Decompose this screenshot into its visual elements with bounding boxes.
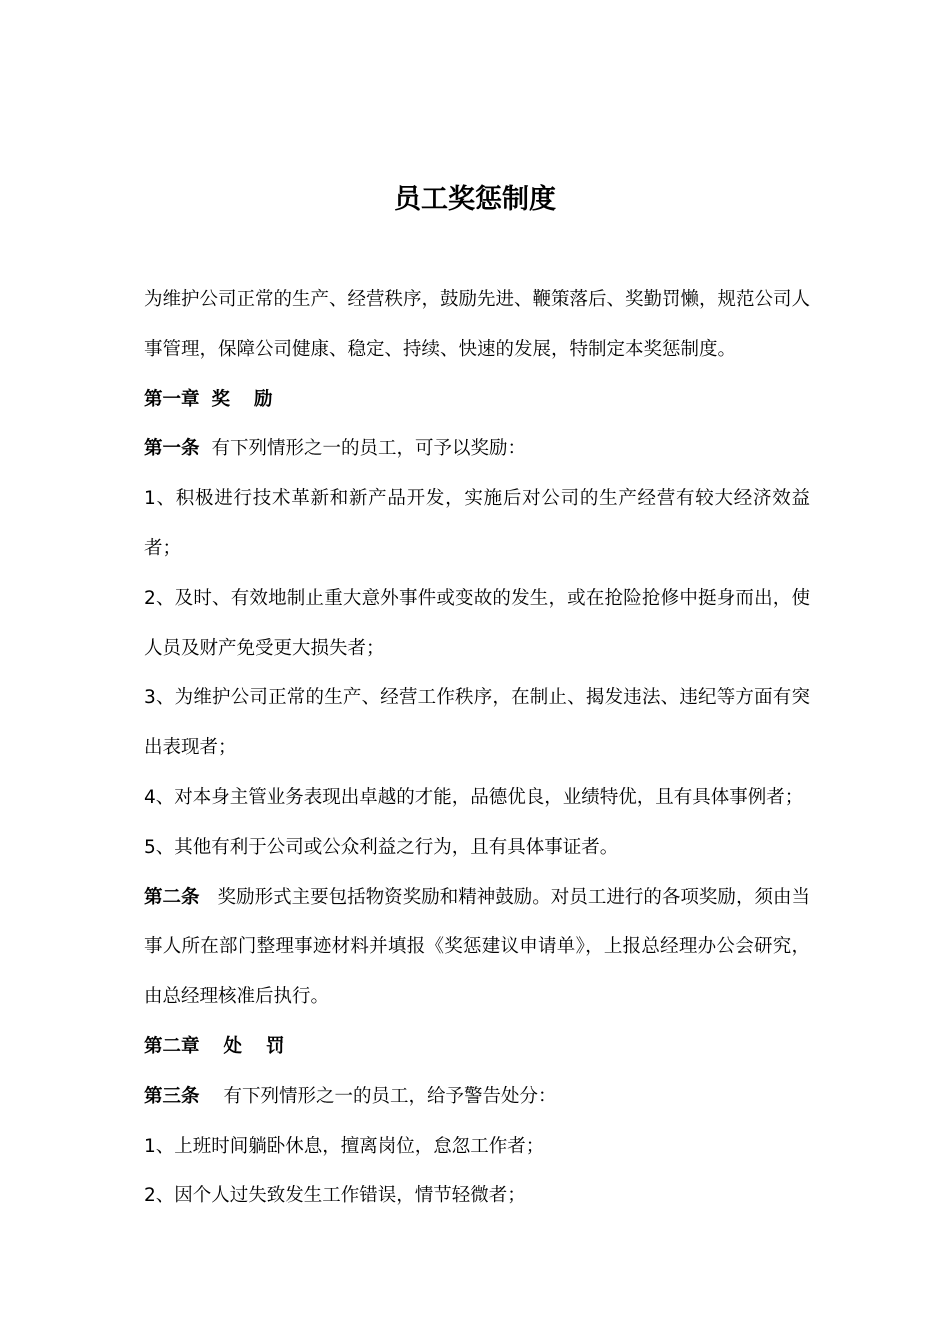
- article-3: [144, 1072, 810, 1122]
- article-1: [144, 424, 810, 474]
- chapter-2-title-char-1: 处: [223, 1035, 243, 1057]
- reward-item-3: 3、为维护公司正常的生产、经营工作秩序，在制止、揭发违法、违纪等方面有突出表现者；: [144, 687, 810, 759]
- article-1-text: 有下列情形之一的员工，可予以奖励：: [211, 438, 527, 460]
- reward-item-4: 4、对本身主管业务表现出卓越的才能，品德优良，业绩特优，且有具体事例者；: [144, 786, 804, 808]
- document-body: [144, 275, 810, 1221]
- intro-paragraph: 为维护公司正常的生产、经营秩序，鼓励先进、鞭策落后、奖勤罚懒，规范公司人事管理，保障公司健康、稳定、持续、快速的发展，特制定本奖惩制度。: [144, 289, 811, 360]
- chapter-2-heading: [144, 1022, 810, 1072]
- article-3-label: 第三条: [144, 1085, 200, 1107]
- article-2: [144, 873, 810, 1022]
- penalty-item-2: 2、因个人过失致发生工作错误，情节轻微者；: [144, 1185, 526, 1207]
- article-2-label: 第二条: [144, 886, 200, 908]
- chapter-1-title-char-2: 励: [254, 388, 273, 410]
- reward-item-5: 5、其他有利于公司或公众利益之行为，且有具体事证者。: [144, 836, 619, 858]
- chapter-1-title-char-1: 奖: [211, 388, 231, 410]
- article-2-text: 奖励形式主要包括物资奖励和精神鼓励。对员工进行的各项奖励，须由当事人所在部门整理事迹材料并填报《奖惩建议申请单》，上报总经理办公会研究，由总经理核准后执行。: [144, 886, 810, 1008]
- article-3-text: 有下列情形之一的员工，给予警告处分：: [223, 1085, 557, 1107]
- penalty-item-1: 1、上班时间躺卧休息，擅离岗位，怠忽工作者；: [144, 1135, 545, 1157]
- article-1-label: 第一条: [144, 438, 200, 460]
- reward-item-2: 2、及时、有效地制止重大意外事件或变故的发生，或在抢险抢修中挺身而出，使人员及财产免受更大损失者；: [144, 587, 810, 659]
- reward-item-1: 1、积极进行技术革新和新产品开发，实施后对公司的生产经营有较大经济效益者；: [144, 488, 810, 559]
- chapter-1-heading: [144, 375, 810, 425]
- chapter-2-title-char-2: 罚: [266, 1035, 285, 1057]
- document-title: 员工奖惩制度: [394, 184, 556, 215]
- chapter-1-label: 第一章: [144, 388, 200, 410]
- chapter-2-label: 第二章: [144, 1035, 200, 1057]
